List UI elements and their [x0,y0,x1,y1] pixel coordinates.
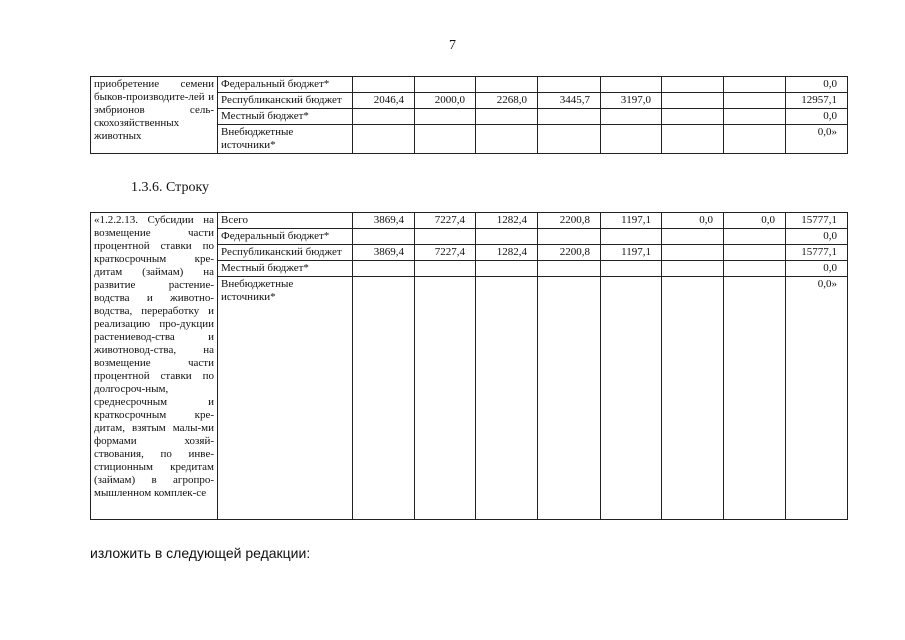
total-cell: 0,0 [786,77,848,93]
year-value-cell [353,261,415,277]
year-value-cell [353,77,415,93]
year-value-cell [724,245,786,261]
year-value-cell [353,277,415,520]
total-cell: 15777,1 [786,213,848,229]
year-value-cell [601,277,662,520]
total-cell: 12957,1 [786,93,848,109]
year-value-cell [415,77,476,93]
year-value-cell [601,261,662,277]
year-value-cell [415,277,476,520]
year-value-cell [538,277,601,520]
year-value-cell: 2000,0 [415,93,476,109]
measure-description: приобретение семени быков-производите-лей и эмбрионов сель-скохозяйственных животных [91,77,218,154]
year-value-cell [415,229,476,245]
total-cell: 0,0» [786,277,848,520]
year-value-cell [415,261,476,277]
year-value-cell [476,125,538,154]
year-value-cell [601,109,662,125]
year-value-cell [662,93,724,109]
funding-source: Всего [218,213,353,229]
measure-description: «1.2.2.13. Субсидии на возмещение части процентной ставки по краткосрочным кре-дитам (займам) на развитие растение-водства и животно-водства, переработку и реализацию про-дукции растениевод-ства и животновод-ства, на возмещение части процентной ставки по долгосроч-ным, среднесрочным и краткосрочным кре-дитам, взятым малы-ми формами хозяй-ствования, по инве-стиционным кредитам (займам) в агропро-мышленном комплек-се [91,213,218,520]
table-row [91,77,848,93]
funding-source: Федеральный бюджет* [218,77,353,93]
funding-source: Федеральный бюджет* [218,229,353,245]
year-value-cell [724,277,786,520]
funding-source: Республиканский бюджет [218,93,353,109]
year-value-cell [538,125,601,154]
year-value-cell [724,93,786,109]
year-value-cell: 3197,0 [601,93,662,109]
year-value-cell [724,229,786,245]
budget-table-continuation [90,76,848,154]
year-value-cell [415,125,476,154]
year-value-cell [662,261,724,277]
year-value-cell [476,277,538,520]
funding-source: Внебюджетные источники* [218,125,353,154]
year-value-cell [662,245,724,261]
funding-source: Внебюджетные источники* [218,277,353,520]
budget-table-subsidies [90,212,848,520]
section-heading: 1.3.6. Строку [131,180,210,195]
year-value-cell: 1197,1 [601,245,662,261]
year-value-cell [538,77,601,93]
year-value-cell [724,77,786,93]
total-cell: 0,0 [786,229,848,245]
year-value-cell [662,229,724,245]
year-value-cell: 2268,0 [476,93,538,109]
year-value-cell [662,109,724,125]
year-value-cell: 0,0 [724,213,786,229]
year-value-cell [415,109,476,125]
year-value-cell [353,125,415,154]
year-value-cell: 7227,4 [415,245,476,261]
year-value-cell [476,109,538,125]
year-value-cell [724,125,786,154]
year-value-cell [601,229,662,245]
year-value-cell [601,77,662,93]
year-value-cell [662,125,724,154]
total-cell: 0,0 [786,109,848,125]
year-value-cell [476,261,538,277]
year-value-cell [538,109,601,125]
page-number: 7 [449,38,456,53]
year-value-cell [601,125,662,154]
year-value-cell [353,109,415,125]
year-value-cell [353,229,415,245]
year-value-cell: 0,0 [662,213,724,229]
year-value-cell [662,277,724,520]
funding-source: Местный бюджет* [218,261,353,277]
total-cell: 0,0» [786,125,848,154]
total-cell: 0,0 [786,261,848,277]
year-value-cell [476,229,538,245]
year-value-cell: 1197,1 [601,213,662,229]
year-value-cell: 3445,7 [538,93,601,109]
year-value-cell [662,77,724,93]
funding-source: Местный бюджет* [218,109,353,125]
year-value-cell: 2046,4 [353,93,415,109]
year-value-cell [538,229,601,245]
funding-source: Республиканский бюджет [218,245,353,261]
year-value-cell [476,77,538,93]
year-value-cell [724,109,786,125]
year-value-cell: 3869,4 [353,213,415,229]
year-value-cell: 2200,8 [538,213,601,229]
year-value-cell: 7227,4 [415,213,476,229]
year-value-cell: 2200,8 [538,245,601,261]
year-value-cell [538,261,601,277]
table-row [91,213,848,229]
year-value-cell: 1282,4 [476,213,538,229]
year-value-cell: 3869,4 [353,245,415,261]
year-value-cell [724,261,786,277]
instruction-text: изложить в следующей редакции: [90,545,311,561]
year-value-cell: 1282,4 [476,245,538,261]
total-cell: 15777,1 [786,245,848,261]
